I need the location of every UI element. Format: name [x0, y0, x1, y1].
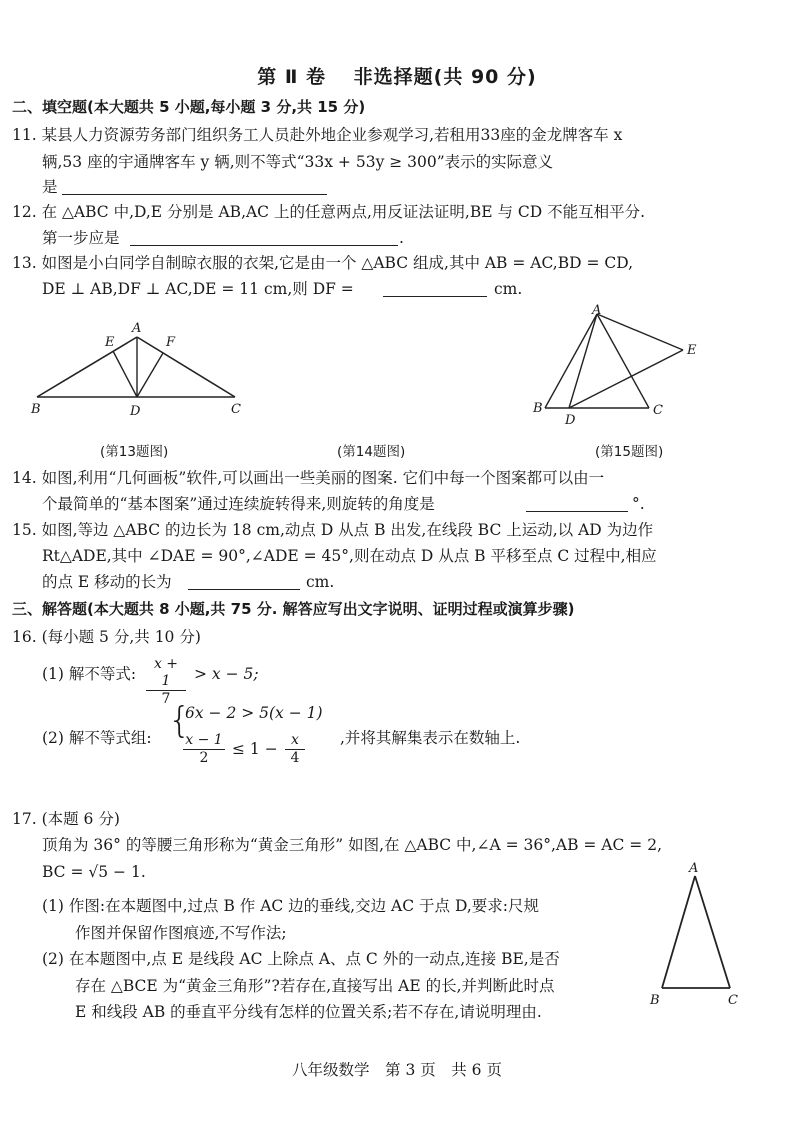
q17-line1: 顶角为 36° 的等腰三角形称为“黄金三角形” 如图,在 △ABC 中,∠A = 36°,AB = AC = 2, — [42, 836, 662, 854]
svg-text:C: C — [728, 993, 738, 1008]
q17-p2-line-c: E 和线段 AB 的垂直平分线有怎样的位置关系;若不存在,请说明理由. — [75, 1003, 542, 1021]
q16-p2-f1-denominator: 2 — [199, 750, 209, 766]
svg-text:A: A — [132, 321, 142, 336]
q16-p1-numerator: x + 1 — [146, 656, 186, 691]
q11-line2: 辆,53 座的宇通牌客车 y 辆,则不等式“33x + 53y ≥ 300”表示的实际意义 — [42, 153, 554, 171]
svg-text:B: B — [533, 401, 543, 416]
q14-end: °. — [632, 495, 645, 513]
figure-13-hanger — [25, 315, 255, 420]
section-fill-in-heading: 二、填空题(本大题共 5 小题,每小题 3 分,共 15 分) — [12, 98, 366, 116]
q16-p2-f2-denominator: 4 — [290, 750, 300, 766]
q16-p2-fraction2 — [285, 732, 305, 767]
q16-p2-f2-numerator: x — [285, 732, 305, 750]
q15-line2: Rt△ADE,其中 ∠DAE = 90°,∠ADE = 45°,则在动点 D 从点 B 平移至点 C 过程中,相应 — [42, 547, 657, 565]
svg-text:C: C — [231, 402, 241, 417]
page-footer: 八年级数学 第 3 页 共 6 页 — [292, 1061, 502, 1079]
q15-answer-blank[interactable] — [188, 588, 300, 590]
q16-head: 16. (每小题 5 分,共 10 分) — [12, 628, 201, 646]
q12-answer-blank[interactable] — [130, 244, 398, 246]
figure-15-triangles — [525, 300, 715, 430]
q16-p2-f1-numerator: x − 1 — [183, 732, 225, 750]
section-solve-heading: 三、解答题(本大题共 8 小题,共 75 分. 解答应写出文字说明、证明过程或演算步骤) — [12, 600, 575, 618]
q14-answer-blank[interactable] — [526, 510, 628, 512]
q12-end: . — [399, 229, 404, 247]
q13-answer-blank[interactable] — [383, 295, 487, 297]
svg-text:A: A — [689, 861, 699, 876]
svg-text:C: C — [653, 403, 663, 418]
q12-line1: 12. 在 △ABC 中,D,E 分别是 AB,AC 上的任意两点,用反证法证明,BE 与 CD 不能互相平分. — [12, 203, 646, 221]
q13-line1: 13. 如图是小白同学自制晾衣服的衣架,它是由一个 △ABC 组成,其中 AB = AC,BD = CD, — [12, 254, 634, 272]
q15-line3: 的点 E 移动的长为 — [42, 573, 172, 591]
q16-p2-fraction1 — [183, 732, 225, 767]
q13-unit: cm. — [494, 280, 523, 298]
svg-text:B: B — [650, 993, 660, 1008]
q14-line2: 个最简单的“基本图案”通过连续旋转得来,则旋转的角度是 — [42, 495, 435, 513]
q15-line1: 15. 如图,等边 △ABC 的边长为 18 cm,动点 D 从点 B 出发,在线段 BC 上运动,以 AD 为边作 — [12, 521, 654, 539]
q17-p2-line-b: 存在 △BCE 为“黄金三角形”?若存在,直接写出 AE 的长,并判断此时点 — [75, 977, 555, 995]
q16-p2-mid: ≤ 1 − — [232, 740, 278, 758]
svg-text:F: F — [166, 335, 176, 350]
svg-text:E: E — [105, 335, 115, 350]
q17-p1-line-a: (1) 作图:在本题图中,过点 B 作 AC 边的垂线,交边 AC 于点 D,要求:尺规 — [42, 897, 539, 915]
svg-text:B: B — [31, 402, 41, 417]
q17-p2-line-a: (2) 在本题图中,点 E 是线段 AC 上除点 A、点 C 外的一动点,连接 BE,是否 — [42, 950, 560, 968]
q15-unit: cm. — [306, 573, 335, 591]
svg-text:E: E — [687, 343, 697, 358]
figure-15-caption: (第15题图) — [595, 444, 664, 460]
figure-17-golden-triangle — [640, 858, 750, 1013]
q17-head: 17. (本题 6 分) — [12, 810, 120, 828]
q11-line3: 是 — [42, 178, 58, 196]
q14-line1: 14. 如图,利用“几何画板”软件,可以画出一些美丽的图案. 它们中每一个图案都可以由一 — [12, 469, 605, 487]
q17-line2: BC = √5 − 1. — [42, 863, 146, 881]
q12-line2: 第一步应是 — [42, 229, 120, 247]
q16-p1-prefix: (1) 解不等式: — [42, 665, 137, 683]
q16-system-brace: { — [168, 700, 191, 741]
page-title: 第 Ⅱ 卷 非选择题(共 90 分) — [257, 66, 537, 88]
q11-answer-blank[interactable] — [62, 193, 327, 195]
q16-p2-suffix: ,并将其解集表示在数轴上. — [340, 729, 521, 747]
q13-line2: DE ⊥ AB,DF ⊥ AC,DE = 11 cm,则 DF = — [42, 280, 354, 298]
q16-p2-line1: 6x − 2 > 5(x − 1) — [185, 704, 323, 722]
figure-14-caption: (第14题图) — [337, 444, 406, 460]
figure-13-caption: (第13题图) — [100, 444, 169, 460]
q17-p1-line-b: 作图并保留作图痕迹,不写作法; — [75, 924, 287, 942]
q16-p1-denominator: 7 — [161, 691, 171, 707]
q16-p1-rest: > x − 5; — [194, 665, 259, 683]
svg-text:D: D — [565, 413, 576, 428]
svg-text:A: A — [592, 303, 602, 318]
q11-line1: 11. 某县人力资源劳务部门组织务工人员赴外地企业参观学习,若租用33座的金龙牌客车 x — [12, 126, 623, 144]
svg-text:D: D — [130, 404, 141, 419]
q16-p2-prefix: (2) 解不等式组: — [42, 729, 152, 747]
